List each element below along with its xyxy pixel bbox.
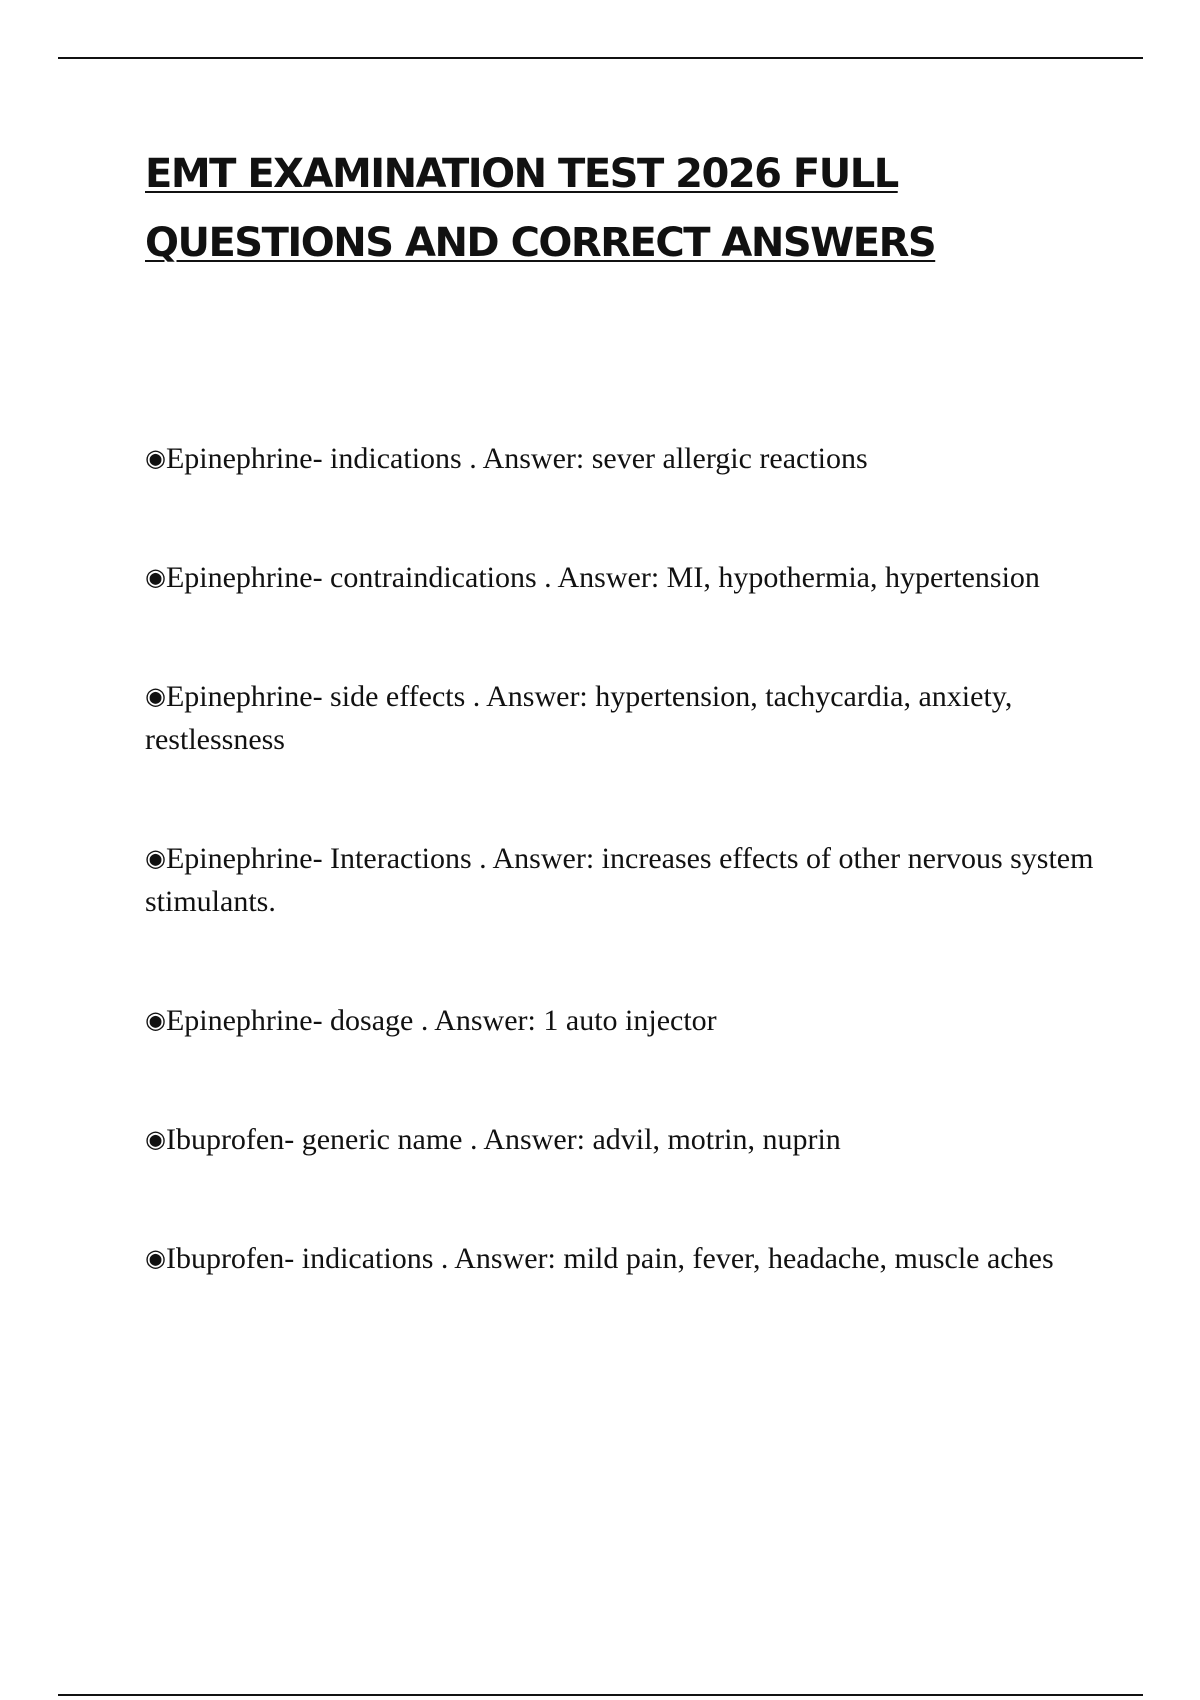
answer-text: MI, hypothermia, hypertension (666, 561, 1040, 594)
document-title (145, 140, 1045, 278)
qa-item (145, 437, 1095, 480)
radio-bullet-icon: ◉ (145, 682, 166, 710)
answer-text: hypertension, tachycardia, anxiety, restlessness (145, 680, 1013, 756)
answer-text: 1 auto injector (543, 1004, 717, 1037)
question-text: Epinephrine- Interactions (165, 842, 472, 875)
top-rule (58, 57, 1143, 59)
qa-item (145, 999, 1095, 1042)
qa-item (145, 1237, 1095, 1280)
radio-bullet-icon: ◉ (145, 563, 166, 591)
answer-separator: . Answer: (536, 561, 667, 594)
question-text: Ibuprofen- generic name (165, 1123, 463, 1156)
question-text: Ibuprofen- indications (165, 1242, 434, 1275)
answer-text: sever allergic reactions (591, 442, 868, 475)
question-text: Epinephrine- dosage (165, 1004, 414, 1037)
question-text: Epinephrine- indications (165, 442, 462, 475)
answer-separator: . Answer: (461, 442, 592, 475)
qa-item (145, 837, 1095, 923)
title-line-2: QUESTIONS AND CORRECT ANSWERS (145, 220, 936, 266)
qa-item (145, 556, 1095, 599)
answer-text: advil, motrin, nuprin (592, 1123, 841, 1156)
answer-text: increases effects of other nervous system stimulants. (145, 842, 1094, 918)
question-text: Epinephrine- contraindications (165, 561, 537, 594)
answer-separator: . Answer: (471, 842, 602, 875)
qa-item (145, 1118, 1095, 1161)
answer-separator: . Answer: (433, 1242, 564, 1275)
question-text: Epinephrine- side effects (165, 680, 466, 713)
radio-bullet-icon: ◉ (145, 1006, 166, 1034)
answer-separator: . Answer: (465, 680, 596, 713)
radio-bullet-icon: ◉ (145, 1125, 166, 1153)
answer-text: mild pain, fever, headache, muscle aches (563, 1242, 1054, 1275)
radio-bullet-icon: ◉ (145, 444, 166, 472)
answer-separator: . Answer: (462, 1123, 593, 1156)
qa-item (145, 675, 1095, 761)
radio-bullet-icon: ◉ (145, 1244, 166, 1272)
title-line-1: EMT EXAMINATION TEST 2026 FULL (145, 151, 898, 197)
radio-bullet-icon: ◉ (145, 844, 166, 872)
qa-list (145, 437, 1095, 1356)
answer-separator: . Answer: (413, 1004, 544, 1037)
bottom-rule (58, 1694, 1143, 1696)
